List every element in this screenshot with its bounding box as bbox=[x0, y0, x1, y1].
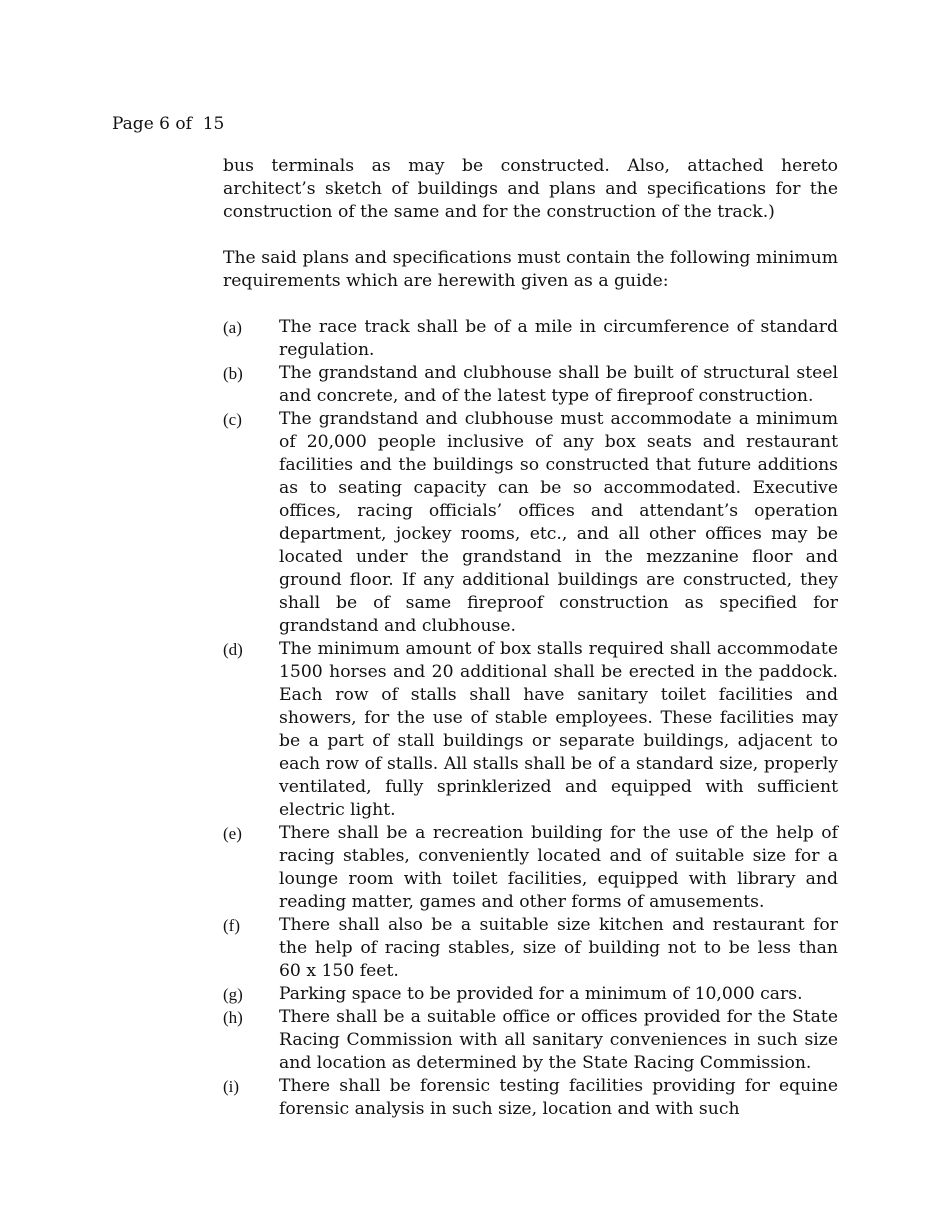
list-item-label: (a) bbox=[223, 318, 242, 337]
page-number: Page 6 of 15 bbox=[112, 114, 225, 134]
list-item bbox=[223, 914, 838, 983]
list-item-text: Parking space to be provided for a minimum of 10,000 cars. bbox=[279, 984, 803, 1004]
list-item-text: The grandstand and clubhouse must accommodate a minimum of 20,000 people inclusive of any box seats and restaurant facilities and the buildings so constructed that future additions as to seating capacity can be so accommodated. Executive offices, racing officials’ offices and attendant’s operation department, jockey rooms, etc., and all other offices may be located under the grandstand in the mezzanine floor and ground floor. If any additional buildings are constructed, they shall be of same fireproof construction as specified for grandstand and clubhouse. bbox=[279, 409, 838, 636]
list-item bbox=[223, 638, 838, 822]
list-item-text: There shall also be a suitable size kitchen and restaurant for the help of racing stables, size of building not to be less than 60 x 150 feet. bbox=[279, 915, 838, 981]
requirements-list bbox=[223, 316, 838, 1121]
list-item-label: (c) bbox=[223, 410, 242, 429]
paragraph-intro: The said plans and specifications must contain the following minimum requirements which are herewith given as a guide: bbox=[223, 248, 838, 291]
list-item-text: There shall be forensic testing facilities providing for equine forensic analysis in such size, location and with such bbox=[279, 1076, 838, 1119]
list-item-text: The minimum amount of box stalls required shall accommodate 1500 horses and 20 additional shall be erected in the paddock. Each row of stalls shall have sanitary toilet facilities and showers, for the use of stable employees. These facilities may be a part of stall buildings or separate buildings, adjacent to each row of stalls. All stalls shall be of a standard size, properly ventilated, fully sprinklerized and equipped with sufficient electric light. bbox=[279, 639, 838, 820]
list-item bbox=[223, 408, 838, 638]
paragraph-continuation: bus terminals as may be constructed. Also, attached hereto architect’s sketch of buildings and plans and specifications for the construction of the same and for the construction of the track.) bbox=[223, 156, 838, 222]
list-item bbox=[223, 822, 838, 914]
list-item bbox=[223, 1075, 838, 1121]
list-item-text: There shall be a suitable office or offices provided for the State Racing Commission with all sanitary conveniences in such size and location as determined by the State Racing Commission. bbox=[279, 1007, 838, 1073]
list-item bbox=[223, 316, 838, 362]
list-item bbox=[223, 983, 838, 1006]
list-item-text: The grandstand and clubhouse shall be built of structural steel and concrete, and of the latest type of fireproof construction. bbox=[279, 363, 838, 406]
list-item bbox=[223, 362, 838, 408]
list-item-label: (i) bbox=[223, 1077, 240, 1096]
list-item-text: There shall be a recreation building for the use of the help of racing stables, conveniently located and of suitable size for a lounge room with toilet facilities, equipped with library and reading matter, games and other forms of amusements. bbox=[279, 823, 838, 912]
list-item-label: (b) bbox=[223, 364, 243, 383]
list-item-label: (d) bbox=[223, 640, 243, 659]
document-body bbox=[223, 155, 838, 1121]
list-item-label: (f) bbox=[223, 916, 240, 935]
list-item-label: (e) bbox=[223, 824, 242, 843]
list-item bbox=[223, 1006, 838, 1075]
list-item-text: The race track shall be of a mile in circumference of standard regulation. bbox=[279, 317, 838, 360]
list-item-label: (h) bbox=[223, 1008, 243, 1027]
list-item-label: (g) bbox=[223, 985, 243, 1004]
